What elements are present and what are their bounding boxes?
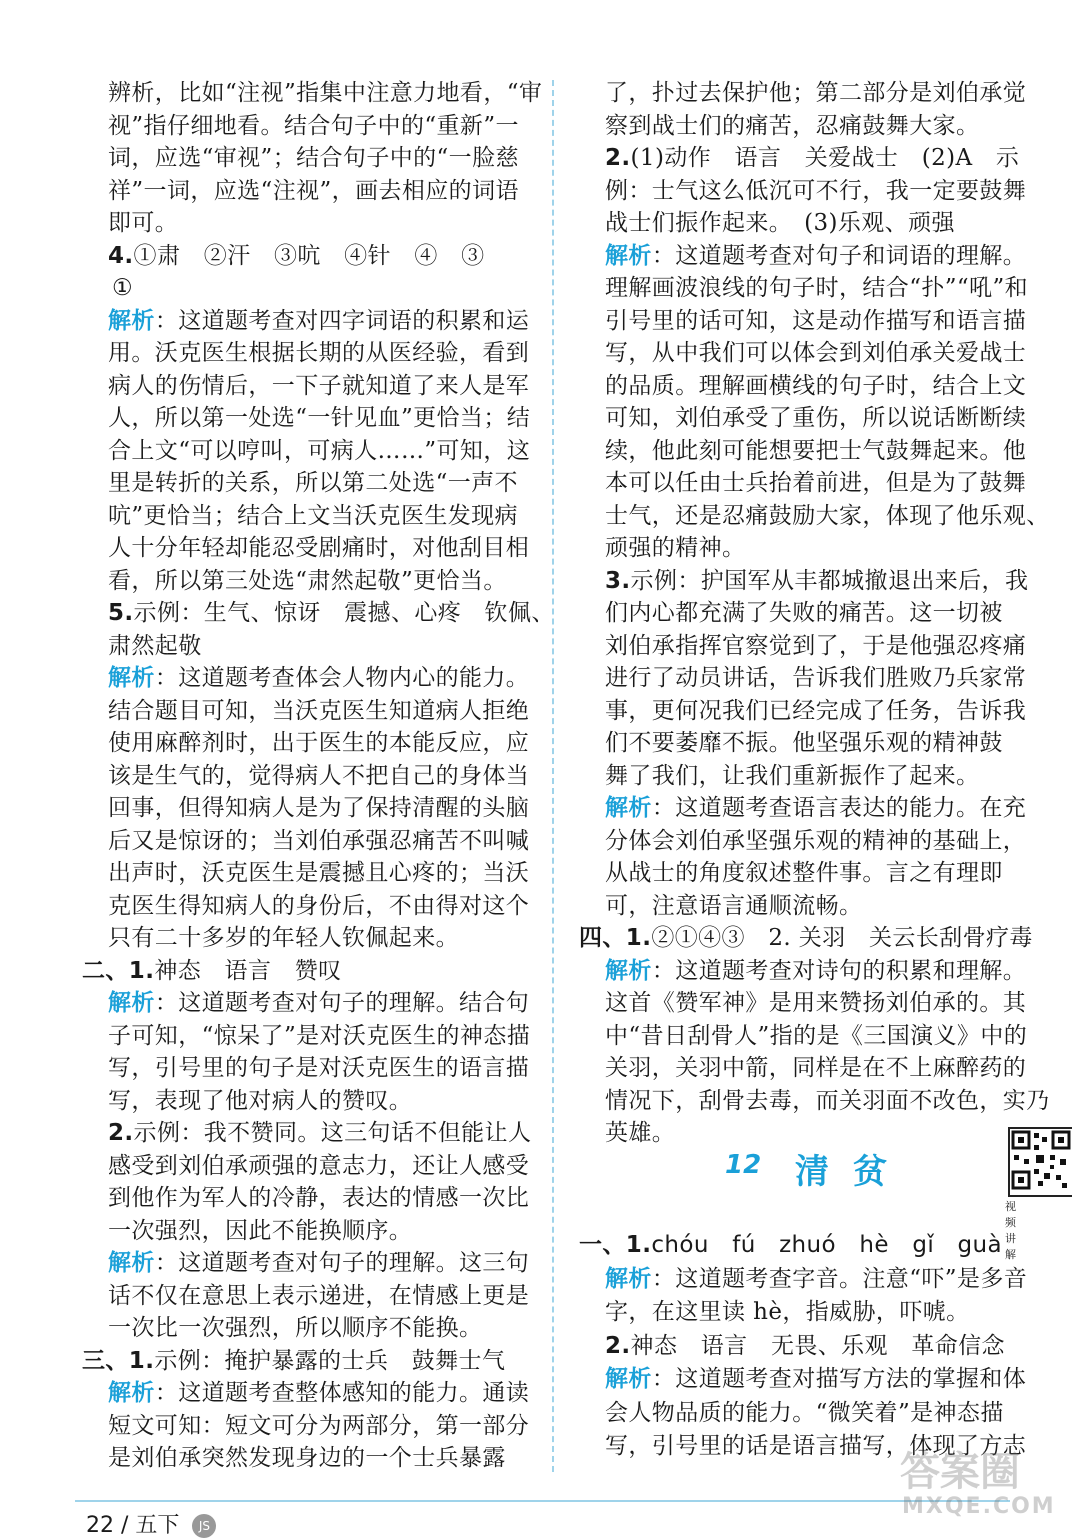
line-text: 这首《赞军神》是用来赞扬刘伯承的。其 — [605, 990, 1027, 1016]
line-text: 引号里的话可知，这是动作描写和语言描 — [605, 307, 1027, 334]
line-text: 写，引号里的话是语言描写，体现了方志 — [605, 1433, 1027, 1459]
text-line — [108, 78, 542, 108]
text-line — [108, 793, 529, 823]
line-text: 祥”一词，应选“注视”，画去相应的词语 — [108, 177, 519, 204]
line-text: 合上文“可以哼叫，可病人……”可知，这 — [108, 437, 531, 464]
text-line — [605, 1264, 1027, 1294]
text-line — [605, 111, 979, 141]
line-text: 字，在这里读 hè，指威胁，吓唬。 — [605, 1299, 970, 1325]
text-line — [605, 1053, 1026, 1083]
line-text: 战士们振作起来。 (3)乐观、顽强 — [605, 210, 955, 236]
line-text: ②①④③ 2. 关羽 关云长刮骨疗毒 — [651, 925, 1033, 951]
line-text: 即可。 — [108, 210, 179, 236]
text-line — [605, 598, 1003, 628]
text-line — [108, 176, 519, 206]
text-line — [108, 696, 529, 726]
line-text: 短文可知：短文可分为两部分，第一部分 — [108, 1412, 530, 1439]
line-text: 是刘伯承突然发现身边的一个士兵暴露 — [108, 1445, 506, 1471]
line-text: 中“昔日刮骨人”指的是《三国演义》中的 — [605, 1022, 1028, 1049]
line-text: 只有二十多岁的年轻人钦佩起来。 — [108, 925, 459, 951]
qr-code-icon[interactable] — [1008, 1127, 1072, 1197]
line-text: 示例：掩护暴露的士兵 鼓舞士气 — [154, 1347, 506, 1374]
line-text: 辨析，比如“注视”指集中注意力地看，“审 — [108, 80, 543, 106]
text-line — [605, 208, 955, 238]
line-text: 感受到刘伯承顽强的意志力，还让人感受 — [108, 1152, 530, 1179]
text-line — [108, 501, 518, 531]
text-line — [605, 858, 1003, 888]
text-line — [108, 371, 529, 401]
text-line — [108, 111, 519, 141]
text-line — [605, 78, 1026, 108]
text-line — [108, 1021, 530, 1051]
line-text: 示例：护国军从丰都城撤退出来后，我 — [630, 567, 1029, 594]
text-line — [108, 663, 529, 693]
line-text: ①肃 ②汗 ③吭 ④针 ④ ③ — [133, 242, 485, 269]
line-text: 士气，还是忍痛鼓励大家，体现了他乐观、 — [605, 502, 1050, 529]
line-text: 刘伯承指挥官察觉到了，于是他强忍疼痛 — [605, 632, 1027, 659]
line-text: 肃然起敬 — [108, 632, 202, 659]
analysis-tag: 解析 — [108, 989, 155, 1016]
analysis-tag: 解析 — [605, 1365, 652, 1392]
text-line — [108, 436, 530, 466]
line-text: 词，应选“审视”；结合句子中的“一脸慈 — [108, 145, 519, 171]
text-line — [108, 1053, 529, 1083]
text-line — [108, 923, 459, 953]
text-line — [605, 338, 1026, 368]
text-line — [108, 566, 507, 596]
text-line — [108, 143, 519, 173]
line-text: 顽强的精神。 — [605, 535, 746, 561]
text-line — [605, 761, 979, 791]
text-line — [605, 1021, 1027, 1051]
line-text: 神态 语言 无畏、乐观 革命信念 — [630, 1332, 1005, 1359]
question-number: 2. — [108, 1120, 134, 1146]
question-number: 一、1. — [579, 1232, 652, 1258]
analysis-tag: 解析 — [108, 1379, 155, 1406]
line-text: 关羽，关羽中箭，同样是在不上麻醉药的 — [605, 1055, 1027, 1081]
text-line — [108, 403, 530, 433]
edition-badge: JS — [192, 1514, 216, 1538]
line-text: 回事，但得知病人是为了保持清醒的头脑 — [108, 795, 530, 821]
line-text: 一次强烈，因此不能换顺序。 — [108, 1217, 413, 1244]
line-text: ：这道题考查语言表达的能力。在充 — [651, 795, 1027, 821]
text-line — [605, 988, 1026, 1018]
qr-label: 视频讲解 — [1005, 1200, 1016, 1261]
text-line — [605, 1364, 1026, 1394]
text-line — [605, 501, 1050, 531]
text-line — [605, 273, 1028, 303]
question-number: 四、1. — [579, 925, 652, 951]
line-text: 写，从中我们可以体会到刘伯承关爱战士 — [605, 340, 1027, 366]
text-line — [108, 858, 529, 888]
line-text: 克医生得知病人的身份后，不由得对这个 — [108, 892, 530, 919]
line-text: 出声时，沃克医生是震撼且心疼的；当沃 — [108, 860, 530, 886]
line-text: 可知，刘伯承受了重伤，所以说话断断续 — [605, 405, 1027, 431]
text-line — [108, 1086, 412, 1116]
line-text: ：这道题考查对句子和词语的理解。 — [651, 242, 1027, 269]
text-line — [605, 403, 1026, 433]
text-line — [605, 1331, 1005, 1361]
line-text: 写，引号里的句子是对沃克医生的语言描 — [108, 1055, 530, 1081]
analysis-tag: 解析 — [108, 664, 155, 691]
line-text: 人十分年轻却能忍受剧痛时，对他刮目相 — [108, 535, 530, 561]
text-line — [579, 923, 1033, 953]
line-text: ① — [112, 275, 134, 301]
text-line — [108, 533, 529, 563]
line-text: 到他作为军人的冷静，表达的情感一次比 — [108, 1185, 530, 1211]
text-line — [108, 728, 529, 758]
page-footer — [86, 1508, 216, 1539]
line-text: 们不要萎靡不振。他坚强乐观的精神鼓 — [605, 730, 1003, 756]
lesson-title: 清贫 — [795, 1152, 911, 1192]
text-line — [605, 143, 1019, 173]
line-text: ：这道题考查对句子的理解。结合句 — [154, 990, 530, 1016]
line-text: 用。沃克医生根据长期的从医经验，看到 — [108, 340, 530, 366]
line-text: 进行了动员讲话，告诉我们胜败乃兵家常 — [605, 665, 1027, 691]
footer-rule — [75, 1500, 1010, 1502]
line-text: 理解画波浪线的句子时，结合“扑”“吼”和 — [605, 275, 1029, 301]
line-text: 察到战士们的痛苦，忍痛鼓舞大家。 — [605, 112, 980, 139]
line-text: (1)动作 语言 关爱战士 (2)A 示 — [630, 145, 1020, 171]
text-line — [112, 273, 133, 303]
line-text: 示例：生气、惊讶 震撼、心疼 钦佩、 — [133, 600, 555, 626]
line-text: ：这道题考查整体感知的能力。通读 — [154, 1380, 530, 1406]
text-line — [605, 891, 862, 921]
analysis-tag: 解析 — [108, 1249, 155, 1276]
text-line — [605, 793, 1026, 823]
text-line — [108, 1248, 529, 1278]
text-line — [108, 1118, 531, 1148]
line-text: 一次比一次强烈，所以顺序不能换。 — [108, 1315, 483, 1341]
watermark — [888, 1440, 1058, 1530]
line-text: 会人物品质的能力。“微笑着”是神态描 — [605, 1399, 1004, 1426]
line-text: 结合题目可知，当沃克医生知道病人拒绝 — [108, 697, 530, 724]
line-text: 们内心都充满了失败的痛苦。这一切被 — [605, 600, 1003, 626]
question-number: 3. — [605, 567, 631, 594]
text-line — [108, 1216, 412, 1246]
text-line — [108, 1183, 529, 1213]
line-text: 例：士气这么低沉可不行，我一定要鼓舞 — [605, 177, 1027, 204]
line-text: ：这道题考查对句子的理解。这三句 — [154, 1250, 530, 1276]
line-text: 看，所以第三处选“肃然起敬”更恰当。 — [108, 567, 507, 594]
text-line — [108, 306, 529, 336]
line-text: ：这道题考查体会人物内心的能力。 — [154, 665, 530, 691]
text-line — [82, 956, 342, 986]
text-line — [605, 306, 1026, 336]
text-line — [108, 1151, 529, 1181]
text-line — [108, 208, 178, 238]
question-number: 二、1. — [82, 957, 155, 984]
line-text: 话不仅在意思上表示递进，在情感上更是 — [108, 1282, 530, 1309]
analysis-tag: 解析 — [605, 956, 652, 984]
text-line — [108, 1443, 506, 1473]
line-text: 事，更何况我们已经完成了任务，告诉我 — [605, 697, 1027, 724]
text-line — [108, 241, 485, 271]
text-line — [108, 891, 529, 921]
text-line — [108, 1281, 529, 1311]
text-line — [605, 371, 1026, 401]
text-line — [82, 1346, 505, 1376]
line-text: 分体会刘伯承坚强乐观的精神的基础上， — [605, 827, 1027, 854]
line-text: 情况下，刮骨去毒，而关羽面不改色，实乃 — [605, 1087, 1050, 1114]
line-text: ：这道题考查对描写方法的掌握和体 — [651, 1366, 1027, 1392]
line-text: 子可知，“惊呆了”是对沃克医生的神态描 — [108, 1022, 531, 1049]
question-number: 三、1. — [82, 1347, 155, 1374]
line-text: 可，注意语言通顺流畅。 — [605, 892, 863, 919]
text-line — [605, 826, 1026, 856]
text-line — [108, 988, 529, 1018]
line-text: 舞了我们，让我们重新振作了起来。 — [605, 762, 980, 789]
line-text: ：这道题考查对诗句的积累和理解。 — [651, 957, 1027, 984]
line-text: 吭”更恰当；结合上文当沃克医生发现病 — [108, 502, 518, 529]
text-line — [605, 1398, 1004, 1428]
line-text: 写，表现了他对病人的赞叹。 — [108, 1087, 413, 1114]
text-line — [605, 566, 1028, 596]
question-number: 5. — [108, 600, 134, 626]
watermark-bottom: MXQE.COM — [902, 1494, 1056, 1519]
text-line — [605, 176, 1026, 206]
lesson-number: 12 — [725, 1150, 762, 1180]
text-line — [605, 696, 1026, 726]
grade-label: 五下 — [135, 1513, 180, 1538]
line-text: 里是转折的关系，所以第二处选“一声不 — [108, 470, 518, 496]
text-line — [605, 631, 1026, 661]
line-text: 本可以任由士兵抬着前进，但是为了鼓舞 — [605, 470, 1027, 496]
text-line — [605, 663, 1026, 693]
page-number: 22 — [86, 1513, 114, 1538]
text-line — [108, 761, 529, 791]
question-number: 2. — [605, 1332, 631, 1359]
line-text: 使用麻醉剂时，出于医生的本能反应，应 — [108, 730, 530, 756]
text-line — [108, 826, 529, 856]
text-line — [108, 631, 202, 661]
question-number: 2. — [605, 145, 631, 171]
question-number: 4. — [108, 242, 134, 269]
column-divider — [552, 80, 554, 1472]
text-line — [605, 1297, 970, 1327]
text-line — [605, 1086, 1050, 1116]
line-text: 示例：我不赞同。这三句话不但能让人 — [133, 1120, 532, 1146]
analysis-tag: 解析 — [605, 794, 652, 821]
line-text: 从战士的角度叙述整件事。言之有理即 — [605, 860, 1003, 886]
line-text: 人，所以第一处选“一针见血”更恰当；结 — [108, 405, 531, 431]
analysis-tag: 解析 — [108, 306, 155, 334]
text-line — [605, 533, 745, 563]
text-line — [108, 338, 529, 368]
line-text: ：这道题考查字音。注意“吓”是多音 — [651, 1265, 1028, 1292]
text-line — [605, 956, 1026, 986]
pinyin-answers: chóu fú zhuó hè gǐ guà — [651, 1232, 1002, 1258]
text-line — [108, 1378, 529, 1408]
line-text: 续，他此刻可能想要把士气鼓舞起来。他 — [605, 437, 1027, 464]
line-text: 视”指仔细地看。结合句子中的“重新”一 — [108, 112, 519, 139]
text-line — [108, 1411, 529, 1441]
text-line — [605, 436, 1026, 466]
analysis-tag: 解析 — [605, 1264, 652, 1292]
line-text: 病人的伤情后，一下子就知道了来人是军 — [108, 372, 530, 399]
line-text: 了，扑过去保护他；第二部分是刘伯承觉 — [605, 80, 1027, 106]
text-line — [605, 468, 1026, 498]
line-text: ：这道题考查对四字词语的积累和运 — [154, 307, 530, 334]
footer-separator: / — [121, 1513, 129, 1538]
text-line — [108, 598, 555, 628]
line-text: 的品质。理解画横线的句子时，结合上文 — [605, 372, 1027, 399]
line-text: 神态 语言 赞叹 — [154, 957, 342, 984]
text-line — [579, 1230, 1002, 1260]
text-line — [605, 728, 1003, 758]
analysis-tag: 解析 — [605, 241, 652, 269]
line-text: 后又是惊讶的；当刘伯承强忍痛苦不叫喊 — [108, 827, 530, 854]
line-text: 该是生气的，觉得病人不把自己的身体当 — [108, 762, 530, 789]
text-line — [108, 1313, 482, 1343]
text-line — [605, 1118, 675, 1148]
line-text: 英雄。 — [605, 1120, 676, 1146]
watermark-top: 答案圈 — [900, 1449, 1020, 1495]
text-line — [605, 241, 1026, 271]
text-line — [108, 468, 518, 498]
